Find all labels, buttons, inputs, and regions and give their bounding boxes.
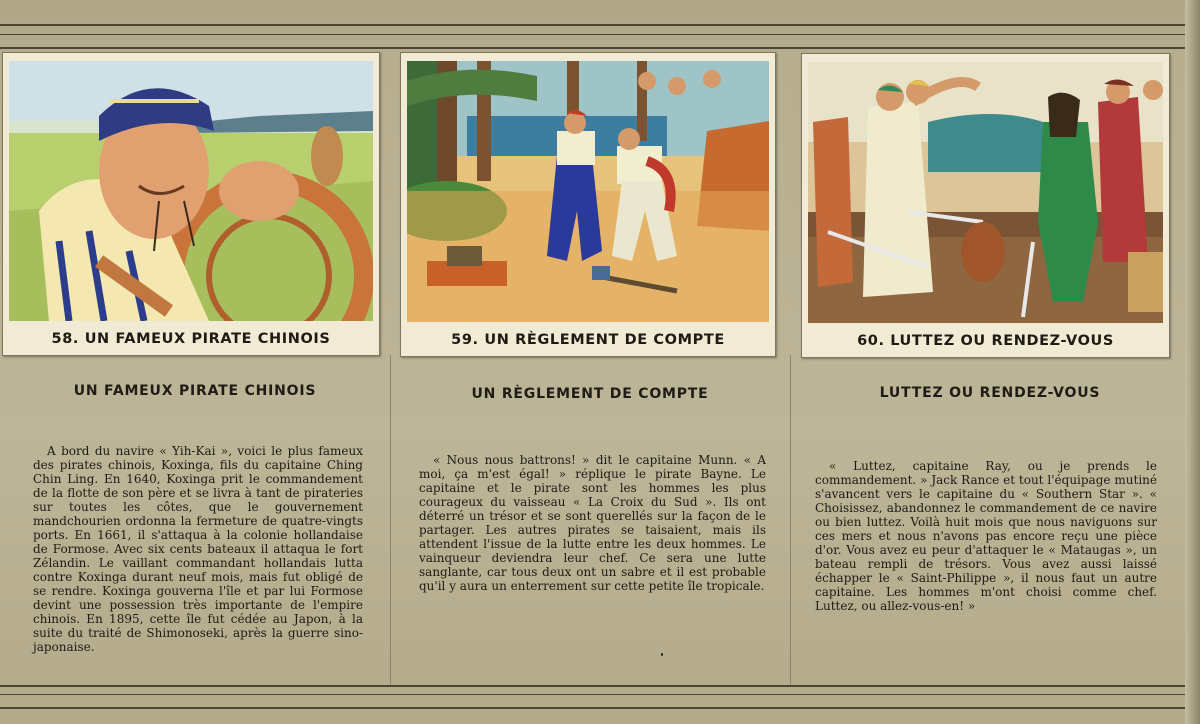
section-heading-59: UN RÈGLEMENT DE COMPTE: [471, 386, 709, 402]
paper-speck: [661, 653, 663, 656]
column-divider: [390, 355, 391, 685]
section-heading-60: LUTTEZ OU RENDEZ-VOUS: [879, 385, 1101, 401]
trading-card-59[interactable]: [400, 52, 776, 357]
card-caption: [3, 331, 379, 347]
page-edge: [1185, 0, 1200, 724]
card-caption: [401, 332, 775, 348]
top-rule: [0, 47, 1185, 49]
top-rule: [0, 24, 1185, 26]
card-description-60: [815, 459, 1157, 613]
card-description-59: [419, 453, 766, 593]
card-number: 59.: [451, 332, 479, 348]
trading-card-58[interactable]: [2, 52, 380, 356]
card-caption: [802, 333, 1169, 349]
card-illustration-duel: [407, 61, 769, 322]
card-number: 58.: [51, 331, 80, 347]
card-title: UN RÈGLEMENT DE COMPTE: [484, 332, 725, 348]
card-illustration-mutiny: [808, 62, 1163, 323]
card-illustration-chinese-pirate: [9, 61, 373, 321]
column-divider: [790, 355, 791, 685]
bottom-rule: [0, 707, 1185, 709]
top-rule: [0, 34, 1185, 35]
card-title: LUTTEZ OU RENDEZ-VOUS: [890, 333, 1114, 349]
bottom-rule: [0, 685, 1185, 687]
card-title: UN FAMEUX PIRATE CHINOIS: [84, 331, 331, 347]
card-number: 60.: [857, 333, 885, 349]
card-description-58: [33, 444, 363, 654]
description-text: « Luttez, capitaine Ray, ou je prends le commandement. » Jack Rance et tout l'équipage mutiné s'avancent vers le capitaine du « Southern Star ». « Choisissez, abandonnez le commandement de ce navire ou bien luttez. Voilà huit mois que nous naviguons sur ces mers et nous n'avons pas encore reçu une pièce d'or. Vous avez eu peur d'attaquer le « Mataugas », un bateau rempli de trésors. Vous avez aussi laissé échapper le « Saint-Philippe », il nous faut un autre capitaine. Les hommes m'ont choisi comme chef. Luttez, ou allez-vous-en! »: [815, 459, 1157, 613]
description-text: « Nous nous battrons! » dit le capitaine Munn. « A moi, ça m'est égal! » réplique le pirate Bayne. Le capitaine et le pirate sont les hommes les plus courageux du vaisseau « La Croix du Sud ». Ils ont déterré un trésor et se sont querellés sur la façon de le partager. Les autres pirates se taisaient, mais ils attendent l'issue de la lutte entre les deux hommes. Le vainqueur deviendra leur chef. Ce sera une lutte sanglante, car tous deux ont un sabre et il est probable qu'il y aura un enterrement sur cette petite île tropicale.: [419, 453, 766, 593]
section-heading-58: UN FAMEUX PIRATE CHINOIS: [73, 383, 317, 399]
trading-card-60[interactable]: [801, 53, 1170, 358]
bottom-rule: [0, 694, 1185, 695]
description-text: A bord du navire « Yih-Kai », voici le plus fameux des pirates chinois, Koxinga, fils du capitaine Ching Chin Ling. En 1640, Koxinga prit le commandement de la flotte de son père et se livra à tant de pirateries sur toutes les côtes, que le gouvernement mandchourien ordonna la fermeture de quatre-vingts ports. En 1661, il s'attaqua à la colonie hollandaise de Formose. Avec six cents bateaux il attaqua le fort Zélandin. Le vaillant commandant hollandais lutta contre Koxinga durant neuf mois, mais fut obligé de se rendre. Koxinga gouverna l'île et par lui Formose devint une possession très importante de l'empire chinois. En 1895, cette île fut cédée au Japon, à la suite du traité de Shimonoseki, après la guerre sino-japonaise.: [33, 444, 363, 654]
